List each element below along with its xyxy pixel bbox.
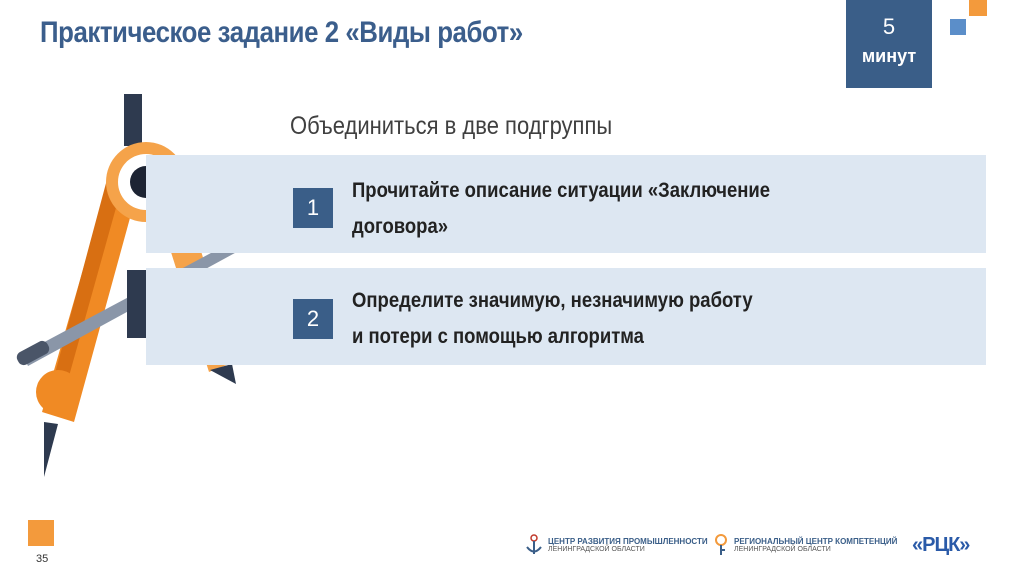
step-2-line-1: Определите значимую, незначимую работу [352, 289, 753, 312]
competence-center-logo [712, 534, 897, 556]
step-2-line-2: и потери с помощью алгоритма [352, 325, 644, 348]
decor-square-orange [969, 0, 987, 16]
timer-unit: минут [861, 46, 917, 66]
industry-center-sub: ЛЕНИНГРАДСКОЙ ОБЛАСТИ [548, 545, 645, 553]
step-number-1: 1 [293, 188, 333, 228]
rck-logo-text: «РЦК» [912, 534, 970, 556]
key-icon [712, 534, 730, 556]
step-text-1 [352, 173, 845, 245]
industry-center-logo [524, 534, 708, 556]
step-1-line-1: Прочитайте описание ситуации «Заключение [352, 179, 771, 202]
rck-logo [912, 534, 969, 557]
slide-title: Практическое задание 2 «Виды работ» [40, 16, 523, 49]
timer-value: 5 [882, 14, 896, 39]
industry-center-title: ЦЕНТР РАЗВИТИЯ ПРОМЫШЛЕННОСТИ [548, 536, 708, 546]
timer-badge [846, 0, 932, 88]
page-number: 35 [36, 553, 49, 565]
step-1-line-2: договора» [352, 215, 449, 238]
competence-center-title: РЕГИОНАЛЬНЫЙ ЦЕНТР КОМПЕТЕНЦИЙ [734, 536, 898, 546]
anchor-icon [524, 534, 544, 556]
step-number-2: 2 [293, 299, 333, 339]
task-subtitle: Объединиться в две подгруппы [290, 112, 613, 140]
decor-square-corner [28, 520, 54, 546]
competence-center-sub: ЛЕНИНГРАДСКОЙ ОБЛАСТИ [734, 545, 831, 553]
step-text-2 [352, 283, 845, 355]
decor-square-blue [950, 19, 966, 35]
